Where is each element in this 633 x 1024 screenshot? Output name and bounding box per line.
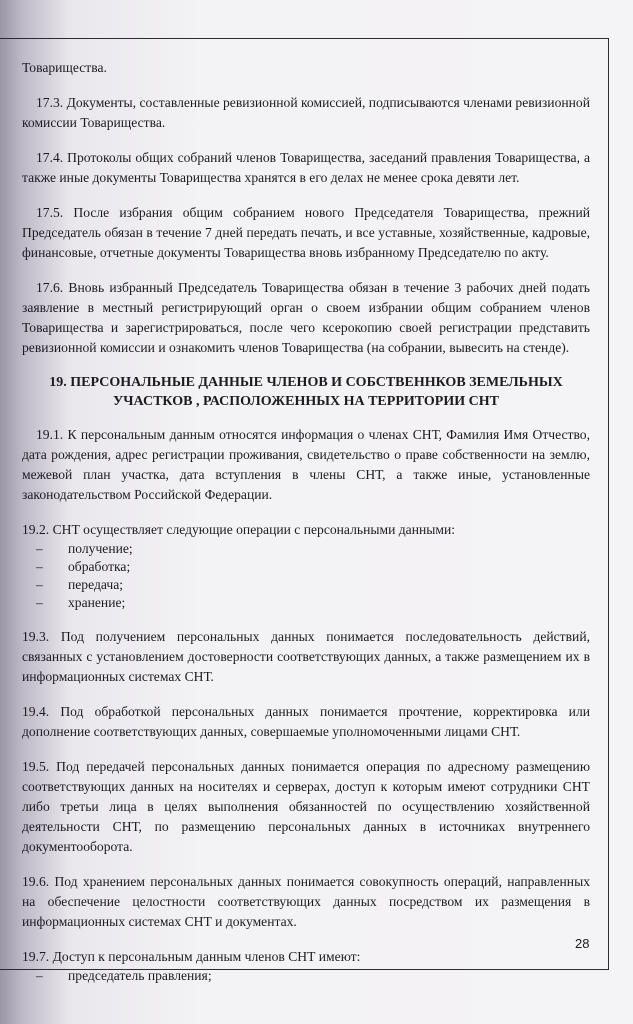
section-heading-19: 19. ПЕРСОНАЛЬНЫЕ ДАННЫЕ ЧЛЕНОВ И СОБСТВЕННКОВ ЗЕМЕЛЬНЫХ УЧАСТКОВ , РАСПОЛОЖЕННЫХ НА ТЕРРИТОРИИ СНТ bbox=[49, 375, 563, 409]
list-item: – получение; bbox=[22, 540, 590, 558]
paragraph-17-4: 17.4. Протоколы общих собраний членов Товарищества, заседаний правления Товарищества, а также иные документы Товарищества хранятся в его делах не менее срока девяти лет. bbox=[22, 150, 590, 185]
list-item: – обработка; bbox=[22, 558, 590, 576]
paragraph-19-2: 19.2. СНТ осуществляет следующие операции с персональными данными: bbox=[22, 522, 456, 537]
list-item: – передача; bbox=[22, 576, 590, 594]
page-number: 28 bbox=[575, 936, 590, 951]
paragraph-17-5: 17.5. После избрания общим собранием нового Председателя Товарищества, прежний Председатель обязан в течение 7 дней передать печать, и все уставные, хозяйственные, кадровые, финансовые, отчетные документы Товарищества вновь избранному Председателю по акту. bbox=[22, 205, 590, 260]
paragraph-19-3: 19.3. Под получением персональных данных понимается последовательность действий, связанных с установлением достоверности соответствующих данных, а также размещением их в информационных системах СНТ. bbox=[22, 629, 590, 684]
paragraph-19-5: 19.5. Под передачей персональных данных понимается операция по адресному размещению соответствующих данных на носителях и серверах, доступ к которым имеют сотрудники СНТ либо третьи лица в целях выполнения обязанностей по осуществлению хозяйственной деятельности СНТ, по размещению персональных данных в источниках внутреннего документооборота. bbox=[22, 759, 590, 854]
paragraph-17-3: 17.3. Документы, составленные ревизионной комиссией, подписываются членами ревизионной комиссии Товарищества. bbox=[22, 95, 590, 130]
list-item: – председатель правления; bbox=[22, 967, 590, 985]
paragraph-19-4: 19.4. Под обработкой персональных данных понимается прочтение, корректировка или дополнение соответствующих данных, совершаемые уполномоченными лицами СНТ. bbox=[22, 704, 590, 739]
paragraph-19-1: 19.1. К персональным данным относятся информация о членах СНТ, Фамилия Имя Отчество, дата рождения, адрес регистрации проживания, свидетельство о праве собственности на землю, межевой план участка, дата вступления в члены СНТ, а также иные, установленные законодательством Российской Федерации. bbox=[22, 427, 590, 502]
paragraph-17-6: 17.6. Вновь избранный Председатель Товарищества обязан в течение 3 рабочих дней подать заявление в местный регистрирующий орган о своем избрании общим собранием членов Товарищества и зарегистрироваться, после чего ксерокопию своей регистрации представить ревизионной комиссии и ознакомить членов Товарищества (на собрании, вывесить на стенде). bbox=[22, 280, 590, 355]
operations-list bbox=[22, 540, 590, 612]
paragraph-continuation: Товарищества. bbox=[22, 60, 107, 75]
list-item: – хранение; bbox=[22, 594, 590, 612]
paragraph-19-7: 19.7. Доступ к персональным данным членов СНТ имеют: bbox=[22, 949, 361, 964]
document-body bbox=[22, 58, 590, 1000]
paragraph-19-6: 19.6. Под хранением персональных данных понимается совокупность операций, направленных на обеспечение целостности соответствующих данных посредством их размещения в информационных системах СНТ и документах. bbox=[22, 874, 590, 929]
access-list bbox=[22, 967, 590, 985]
